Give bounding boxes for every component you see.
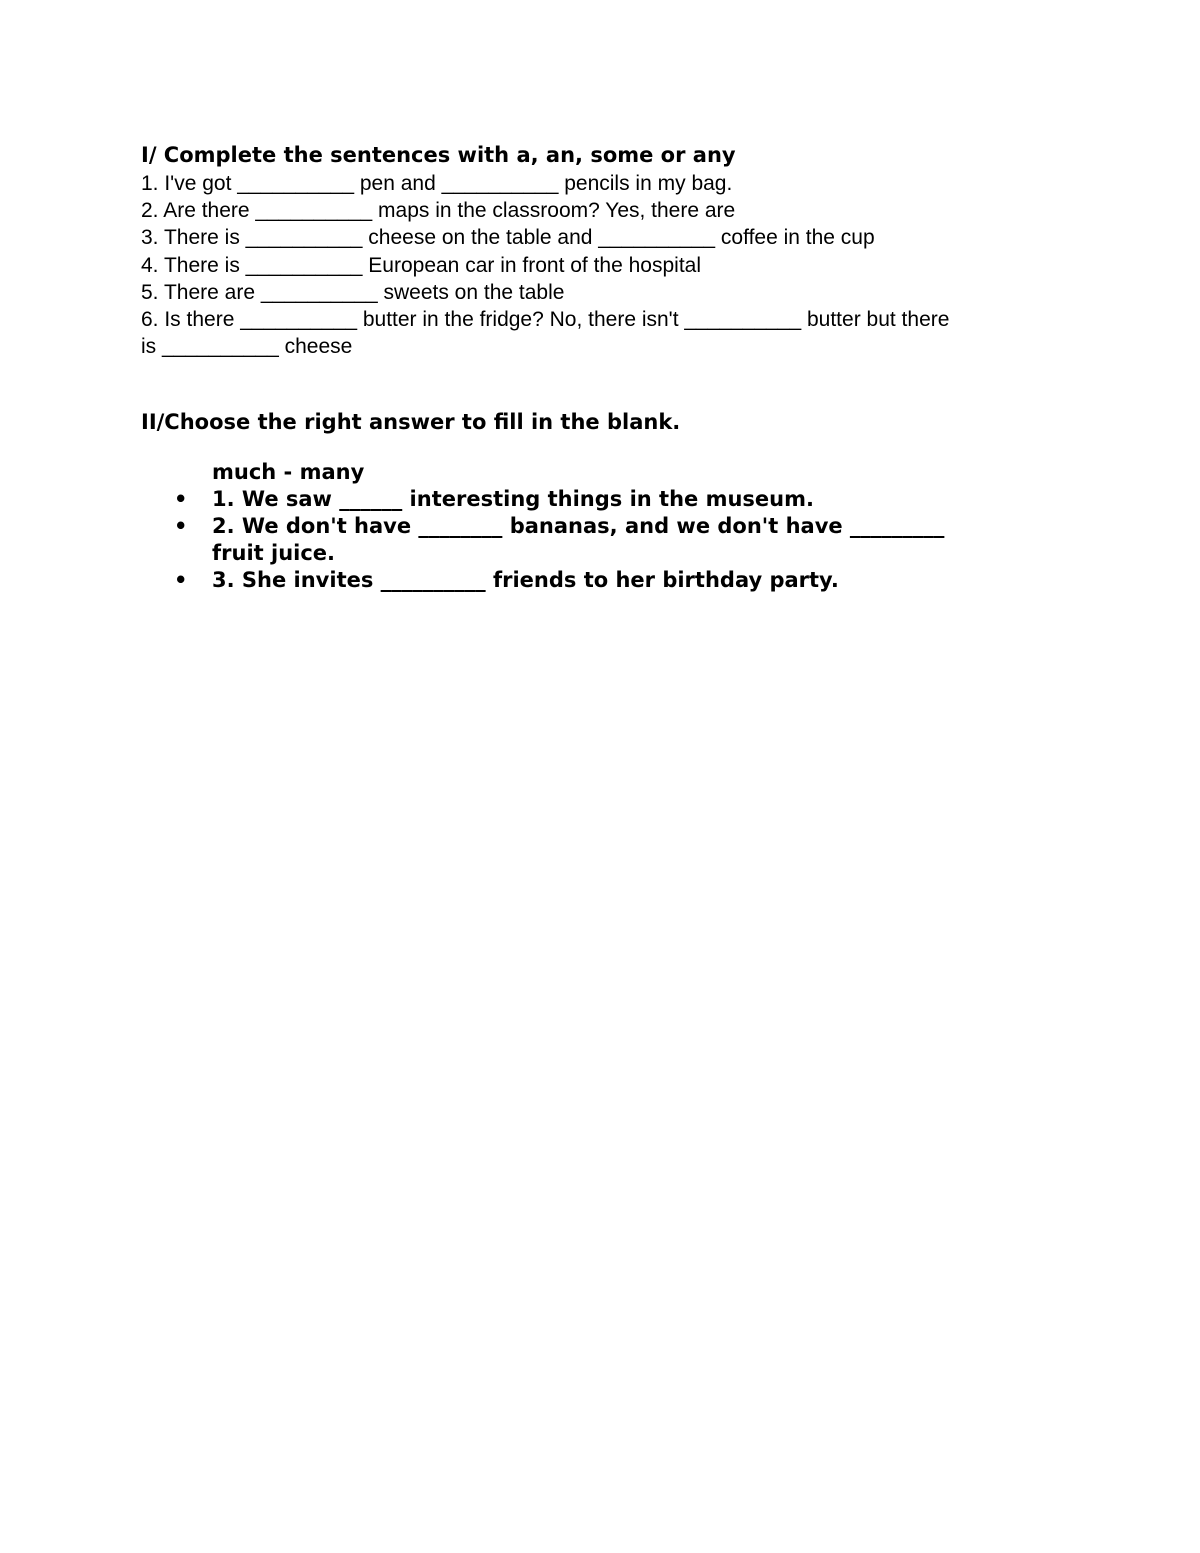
bullet-icon: • bbox=[174, 568, 188, 592]
sentence-2: 2. Are there __________ maps in the classroom? Yes, there are bbox=[141, 199, 736, 223]
list-item bbox=[141, 513, 952, 567]
bullet-icon: • bbox=[174, 514, 188, 538]
sentence-4: 4. There is __________ European car in front of the hospital bbox=[141, 253, 701, 277]
list-item bbox=[141, 567, 952, 594]
sentence-5: 5. There are __________ sweets on the table bbox=[141, 280, 565, 304]
sentence-3: 3. There is __________ cheese on the table and __________ coffee in the cup bbox=[141, 226, 875, 250]
section-1-heading: I/ Complete the sentences with a, an, some or any bbox=[141, 143, 736, 167]
section-articles bbox=[141, 141, 1071, 360]
question-text: 3. She invites __________ friends to her birthday party. bbox=[212, 568, 839, 592]
sentence-1: 1. I've got __________ pen and __________ pencils in my bag. bbox=[141, 172, 733, 195]
question-text: 1. We saw ______ interesting things in the museum. bbox=[212, 487, 814, 511]
bullet-icon: • bbox=[174, 487, 188, 511]
question-list bbox=[141, 486, 1041, 594]
list-item bbox=[141, 486, 952, 513]
section-much-many bbox=[141, 408, 1041, 592]
question-text: 2. We don't have ________ bananas, and we don't have _________ fruit juice. bbox=[212, 514, 945, 565]
section-2-heading: II/Choose the right answer to fill in the blank. bbox=[141, 410, 681, 434]
sentence-6-continued: is __________ cheese bbox=[141, 335, 353, 359]
sentence-6: 6. Is there __________ butter in the fridge? No, there isn't __________ butter but there bbox=[141, 308, 950, 332]
section-1-sentences bbox=[141, 170, 1071, 360]
answer-options: much - many bbox=[212, 460, 365, 484]
